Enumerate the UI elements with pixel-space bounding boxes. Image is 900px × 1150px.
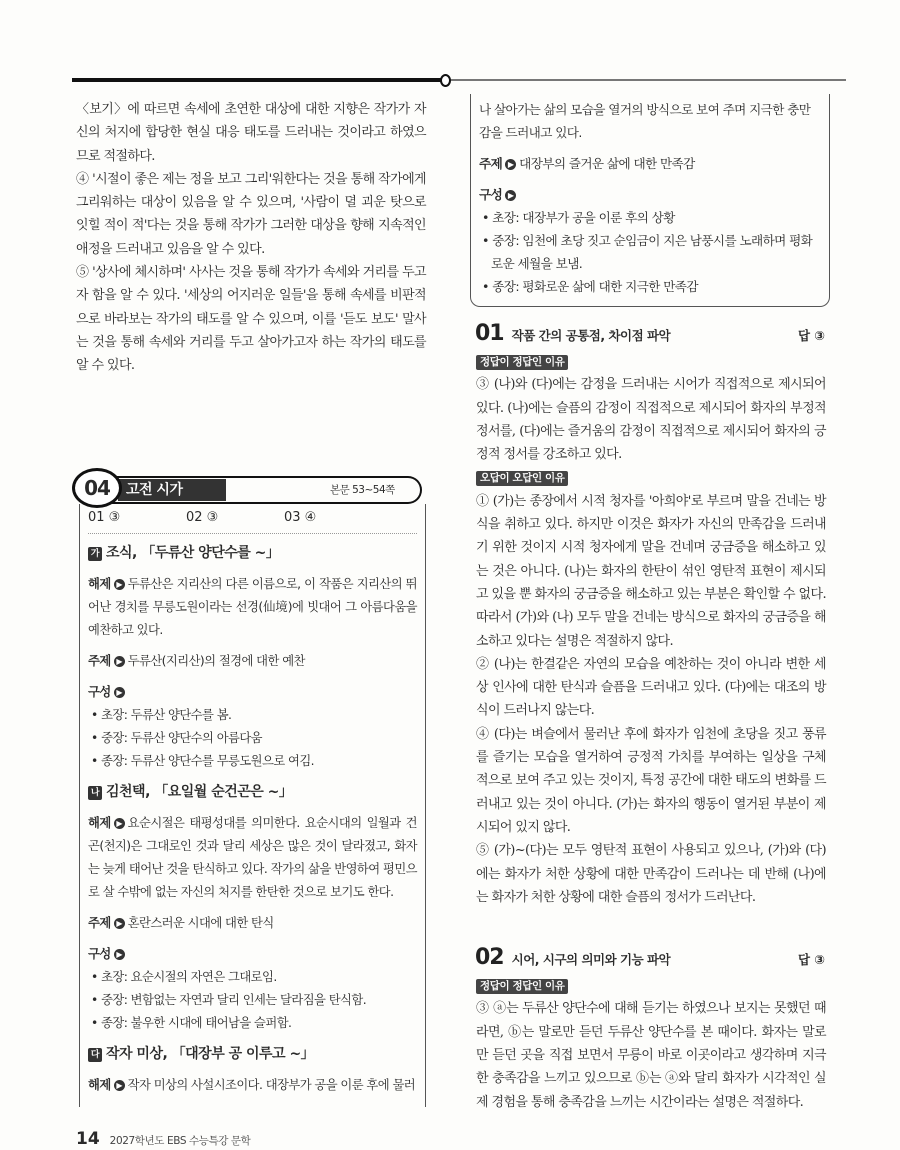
structure-item: • 중장: 변함없는 자연과 달리 인세는 달라짐을 탄식함.	[91, 993, 367, 1007]
wrong-reason-tag: 오답이 오답인 이유	[476, 471, 568, 486]
correct-reason-tag: 정답이 정답인 이유	[476, 355, 568, 370]
right-column	[470, 94, 830, 1114]
arrow-circle-icon: ▶	[114, 687, 125, 698]
works-list	[88, 542, 417, 1097]
structure-label: 구성	[479, 187, 503, 202]
correct-reason-tag: 정답이 정답인 이유	[476, 979, 568, 994]
paragraph: ⑤ (가)~(다)는 모두 영탄적 표현이 사용되고 있으나, (가)와 (다)에는 화자가 처한 상황에 대한 만족감이 드러나는 데 반해 (나)에는 화자가 처한 상황에 대한 슬픔의 정서가 드러난다.	[476, 843, 826, 905]
haeje-text: 작자 미상의 사설시조이다. 대장부가 공을 이룬 후에 물러	[127, 1078, 416, 1092]
header-rule-left	[72, 78, 444, 82]
answer-item: 01 ③	[88, 510, 121, 525]
haeje-text: 요순시절은 태평성대를 의미한다. 요순시대의 일월과 건곤(천지)은 그대로인 것과 달리 세상은 많은 것이 달라졌고, 화자는 늦게 태어난 것을 탄식하고 있다. 작가의 삶을 반영하여 평민으로 살 수밖에 없는 자신의 처지를 한탄한 것으로 보기도 한다.	[88, 816, 417, 899]
work-label: 나	[88, 786, 102, 800]
question-explanation	[476, 350, 826, 909]
left-column	[76, 98, 426, 1149]
haeje-label: 해제	[88, 816, 111, 830]
structure-item: • 중장: 두류산 양단수의 아름다움	[91, 731, 263, 745]
question-answer: 답 ③	[797, 328, 825, 343]
work-title	[88, 781, 417, 804]
work-theme	[88, 912, 417, 935]
arrow-circle-icon: ▶	[114, 579, 125, 590]
question-title: 시어, 시구의 의미와 기능 파악	[511, 952, 671, 968]
work-title	[88, 542, 417, 565]
structure-item: • 초장: 요순시절의 자연은 그대로임.	[91, 970, 277, 984]
arrow-circle-icon: ▶	[114, 918, 125, 929]
paragraph: ⑤ '상사에 체시하며' 사사는 것을 통해 작가가 속세와 거리를 두고자 함을 알 수 있다. '세상의 어지러운 일들'을 통해 속세를 비판적으로 바라보는 작가의 태도를 알 수 있으며, 이를 '듣도 보도' 말사는 것을 통해 속세와 거리를 두고 살아가고자 하는 작가의 태도를 알 수 있다.	[76, 265, 426, 374]
arrow-circle-icon: ▶	[114, 818, 125, 829]
haeje-label: 해제	[88, 577, 111, 591]
theme-text: 혼란스러운 시대에 대한 탄식	[127, 916, 274, 930]
work-structure	[88, 681, 417, 704]
header-rule-ornament	[440, 74, 451, 87]
section-header	[72, 468, 426, 504]
structure-item: • 종장: 평화로운 삶에 대한 지극한 만족감	[482, 279, 698, 294]
arrow-circle-icon: ▶	[114, 949, 125, 960]
work-title-text: 조식, 「두류산 양단수를 ~」	[106, 545, 280, 561]
dotted-divider	[88, 533, 417, 534]
theme-label: 주제	[479, 156, 503, 171]
book-title: 2027학년도 EBS 수능특강 문학	[109, 1135, 251, 1147]
answer-item: 03 ④	[284, 510, 317, 525]
question-header	[475, 321, 825, 346]
question-explanation	[476, 974, 826, 1114]
structure-item: • 초장: 두류산 양단수를 봄.	[91, 708, 232, 722]
work-theme	[88, 650, 417, 673]
work-structure	[479, 183, 821, 206]
work-haeje	[88, 812, 417, 904]
paragraph: ① (가)는 종장에서 시적 청자를 '아희야'로 부르며 말을 건네는 방식을 취하고 있다. 하지만 이것은 화자가 자신의 만족감을 드러내기 위한 것이지 시적 청자에게 말을 건네며 궁금증을 해소하고 있는 것은 아니다. (나)는 화자의 한탄이 섞인 영탄적 표현이 제시되고 있을 뿐 화자의 궁금증을 해소하고 있는 부분은 확인할 수 없다. 따라서 (가)와 (나) 모두 말을 건네는 방식으로 화자의 궁금증을 해소하고 있다는 설명은 적절하지 않다.	[476, 493, 826, 649]
section-title: 고전 시가	[118, 479, 226, 501]
page-footer	[76, 1129, 426, 1149]
left-top-text	[76, 98, 426, 468]
paragraph: ③ (나)와 (다)에는 감정을 드러내는 시어가 직접적으로 제시되어 있다. (나)에는 슬픔의 감정이 직접적으로 제시되어 화자의 부정적 정서를, (다)에는 즐거움의 감정이 직접적으로 제시되어 화자의 긍정적 정서를 강조하고 있다.	[476, 377, 826, 463]
paragraph: ② (나)는 한결같은 자연의 모습을 예찬하는 것이 아니라 변한 세상 인사에 대한 탄식과 슬픔을 드러내고 있다. (다)에는 대조의 방식이 드러나지 않는다.	[476, 656, 826, 719]
work-haeje	[88, 1074, 417, 1097]
structure-item: • 중장: 임천에 초당 짓고 순임금이 지은 남풍시를 노래하며 평화로운 세월을 보냄.	[482, 233, 813, 271]
work-title-text: 김천택, 「요일월 순건곤은 ~」	[106, 784, 293, 800]
question-answer: 답 ③	[797, 952, 825, 968]
paragraph: 〈보기〉에 따르면 속세에 초연한 대상에 대한 지향은 작가가 자신의 처지에 합당한 현실 대응 태도를 드러내는 것이라고 하였으므로 적절하다.	[76, 102, 426, 164]
answer-key	[88, 510, 417, 525]
work-haeje	[88, 573, 417, 642]
work-structure	[88, 943, 417, 966]
arrow-circle-icon: ▶	[505, 159, 516, 170]
work-theme	[479, 152, 821, 175]
haeje-continued: 나 살아가는 삶의 모습을 열거의 방식으로 보여 주며 지극한 충만감을 드러내고 있다.	[479, 102, 811, 140]
arrow-circle-icon: ▶	[114, 1080, 125, 1091]
structure-label: 구성	[88, 685, 111, 699]
question-number: 02	[475, 945, 504, 971]
question-number: 01	[475, 321, 504, 346]
page-number: 14	[76, 1129, 100, 1149]
theme-text: 대장부의 즐거운 삶에 대한 만족감	[519, 156, 695, 171]
structure-label: 구성	[88, 947, 111, 961]
work-label: 다	[88, 1048, 102, 1062]
section-pages: 본문 53~54쪽	[330, 484, 395, 496]
theme-label: 주제	[88, 654, 111, 668]
section-box	[79, 504, 426, 1107]
question-title: 작품 간의 공통점, 차이점 파악	[511, 328, 671, 343]
structure-item: • 종장: 두류산 양단수를 무릉도원으로 여김.	[91, 754, 315, 768]
answer-item: 02 ③	[186, 510, 219, 525]
continued-work-box	[470, 94, 830, 307]
work-title	[88, 1043, 417, 1066]
work-label: 가	[88, 547, 102, 561]
arrow-circle-icon: ▶	[505, 190, 516, 201]
arrow-circle-icon: ▶	[114, 656, 125, 667]
section-number: 04	[72, 468, 122, 508]
paragraph: ④ '시절이 좋은 제는 정을 보고 그리'워한다는 것을 통해 작가에게 그리워하는 대상이 있음을 알 수 있으며, '사람이 뎔 괴운 탓으로 잇힐 적이 적'다는 것을 통해 작가가 그러한 대상을 향해 지속적인 애정을 드러내고 있음을 알 수 있다.	[76, 171, 426, 257]
header-rule-right	[450, 79, 846, 81]
question-header	[475, 945, 825, 970]
work-title-text: 작자 미상, 「대장부 공 이루고 ~」	[106, 1046, 315, 1062]
haeje-text: 두류산은 지리산의 다른 이름으로, 이 작품은 지리산의 뛰어난 경치를 무릉도원이라는 선경(仙境)에 빗대어 그 아름다움을 예찬하고 있다.	[88, 577, 417, 637]
paragraph: ④ (다)는 벼슬에서 물러난 후에 화자가 임천에 초당을 짓고 풍류를 즐기는 모습을 열거하여 긍정적 가치를 부여하는 일상을 구체적으로 보여 주고 있는 것이지, 특정 공간에 대한 태도의 변화를 드러내고 있는 것이 아니다. (가)는 화자의 행동이 열거된 부분이 제시되어 있지 않다.	[476, 726, 826, 835]
theme-text: 두류산(지리산)의 절경에 대한 예찬	[127, 654, 305, 668]
structure-item: • 종장: 불우한 시대에 태어남을 슬퍼함.	[91, 1016, 292, 1030]
paragraph: ③ ⓐ는 두류산 양단수에 대해 듣기는 하였으나 보지는 못했던 때라면, ⓑ는 말로만 듣던 두류산 양단수를 본 때이다. 화자는 말로만 듣던 곳을 직접 보면서 무릉이 바로 이곳이라고 생각하며 지극한 충족감을 느끼고 있으므로 ⓑ는 ⓐ와 달리 화자가 시각적인 실제 경험을 통해 충족감을 느끼는 시간이라는 설명은 적절하다.	[476, 1001, 826, 1110]
structure-item: • 초장: 대장부가 공을 이룬 후의 상황	[482, 210, 675, 225]
haeje-label: 해제	[88, 1078, 111, 1092]
theme-label: 주제	[88, 916, 111, 930]
